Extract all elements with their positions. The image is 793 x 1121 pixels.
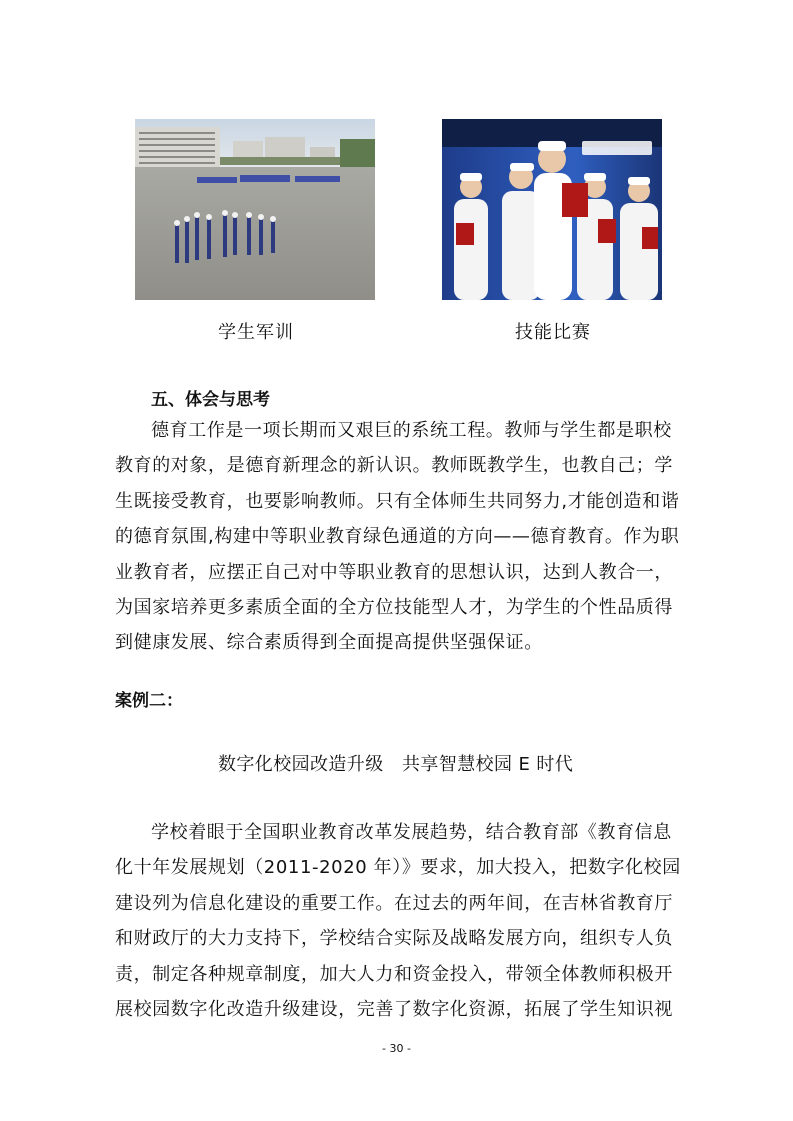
paragraph-line: 展校园数字化改造升级建设，完善了数字化资源，拓展了学生知识视 <box>115 998 673 1020</box>
paragraph-line: 化十年发展规划（2011-2020 年）》要求，加大投入，把数字化校园 <box>115 857 681 879</box>
paragraph-line: 为国家培养更多素质全面的全方位技能型人才，为学生的个性品质得 <box>115 596 673 618</box>
military-drill-photo <box>135 119 375 300</box>
drill-photo-caption: 学生军训 <box>218 322 294 343</box>
paragraph-line: 生既接受教育，也要影响教师。只有全体师生共同努力,才能创造和谐 <box>115 490 680 512</box>
case-heading: 案例二： <box>115 691 183 711</box>
paragraph-line: 和财政厅的大力支持下，学校结合实际及战略发展方向，组织专人负 <box>115 928 673 950</box>
contest-photo-caption: 技能比赛 <box>515 322 591 343</box>
paragraph-line: 建设列为信息化建设的重要工作。在过去的两年间，在吉林省教育厅 <box>115 892 673 914</box>
reflection-paragraph <box>115 413 685 661</box>
page-number: - 30 - <box>382 1042 411 1055</box>
paragraph-line: 德育工作是一项长期而又艰巨的系统工程。教师与学生都是职校 <box>151 420 672 441</box>
paragraph-line: 业教育者，应摆正自己对中等职业教育的思想认识，达到人教合一， <box>115 561 673 583</box>
paragraph-line: 的德育氛围,构建中等职业教育绿色通道的方向——德育教育。作为职 <box>115 526 680 548</box>
section-heading: 五、体会与思考 <box>151 390 270 410</box>
case-title: 数字化校园改造升级 共享智慧校园 E 时代 <box>218 754 574 775</box>
skills-contest-photo <box>442 119 662 300</box>
paragraph-line: 教育的对象，是德育新理念的新认识。教师既教学生，也教自己；学 <box>115 455 673 477</box>
paragraph-line: 到健康发展、综合素质得到全面提高提供坚强保证。 <box>115 632 543 654</box>
nurses-award-icon <box>442 119 662 300</box>
case-paragraph <box>115 815 685 1027</box>
paragraph-line: 责，制定各种规章制度，加大人力和资金投入，带领全体教师积极开 <box>115 963 673 985</box>
paragraph-line: 学校着眼于全国职业教育改革发展趋势，结合教育部《教育信息 <box>151 822 672 843</box>
military-drill-icon <box>135 119 375 300</box>
